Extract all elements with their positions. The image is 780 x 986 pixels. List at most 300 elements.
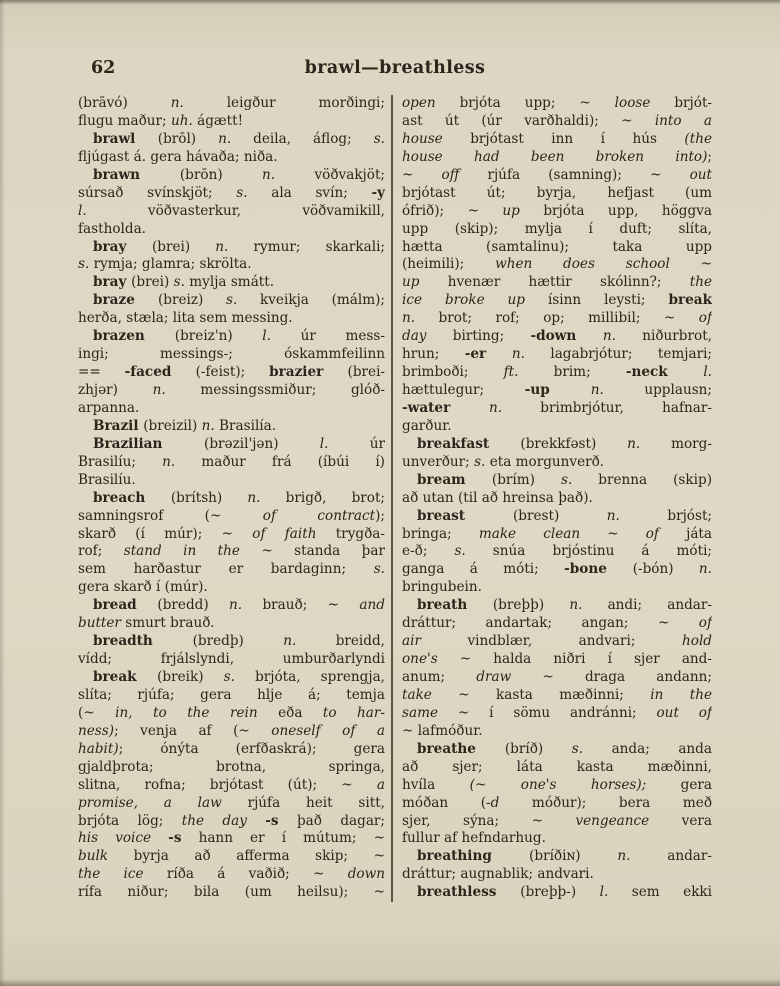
text-segment: the ice bbox=[78, 866, 144, 883]
text-line bbox=[402, 777, 712, 795]
text-segment: hætta (samtalinu); taka upp bbox=[402, 238, 712, 255]
text-segment: ~ of bbox=[663, 310, 712, 327]
column-divider bbox=[391, 95, 393, 902]
text-segment: house bbox=[402, 130, 443, 147]
text-segment: unverður; bbox=[402, 453, 475, 470]
text-line bbox=[78, 830, 385, 848]
text-segment: ~ loose bbox=[579, 95, 651, 111]
text-segment: in the bbox=[650, 686, 712, 703]
text-line bbox=[78, 400, 385, 418]
text-segment: kasta mæðinni; bbox=[469, 686, 651, 703]
text-segment: ft. bbox=[503, 364, 519, 381]
text-segment: -y bbox=[371, 184, 385, 201]
text-segment: ~ bbox=[402, 722, 414, 739]
text-segment: (-bón) bbox=[632, 561, 699, 578]
text-segment: ~ up bbox=[467, 202, 520, 219]
text-segment: fastholda. bbox=[78, 220, 146, 237]
text-segment: hvíla bbox=[402, 776, 470, 793]
text-segment: leigður morðingi; bbox=[183, 95, 385, 111]
text-segment: ísinn leysti; bbox=[525, 292, 669, 309]
text-line bbox=[78, 723, 385, 741]
text-segment: morg- bbox=[640, 435, 712, 452]
text-segment: ~ bbox=[373, 848, 385, 865]
text-line bbox=[402, 418, 712, 436]
text-segment: breathe bbox=[417, 740, 505, 757]
text-segment: Brazil bbox=[93, 417, 144, 434]
text-segment: anda; anda bbox=[583, 740, 712, 757]
text-segment: ágætt! bbox=[192, 112, 244, 129]
text-segment: breathing bbox=[417, 848, 530, 865]
text-segment: brjóta lög; bbox=[78, 812, 182, 829]
text-line bbox=[402, 759, 712, 777]
text-line bbox=[402, 866, 712, 884]
text-line bbox=[402, 149, 712, 167]
text-line bbox=[78, 113, 385, 131]
text-line bbox=[402, 167, 712, 185]
text-segment: n. bbox=[247, 489, 261, 506]
text-segment: make clean ~ of bbox=[478, 525, 659, 542]
text-segment: slitna, rofna; brjótast (út); bbox=[78, 776, 342, 793]
text-segment: ríða á vaðið; bbox=[143, 866, 314, 883]
text-segment: brjóta, sprengja, bbox=[234, 669, 385, 685]
text-segment: niðurbrot, bbox=[616, 328, 712, 345]
text-line bbox=[402, 687, 712, 705]
text-segment: ~ and bbox=[327, 597, 385, 614]
text-line bbox=[402, 221, 712, 239]
text-segment: fullur af hefndarhug. bbox=[402, 830, 546, 847]
text-segment: -d bbox=[486, 794, 500, 811]
text-segment: brot; rof; op; millibil; bbox=[415, 310, 664, 327]
text-line bbox=[402, 292, 712, 310]
text-segment: ast út (úr varðhaldi); bbox=[402, 112, 622, 129]
text-segment: ice broke up bbox=[402, 292, 526, 309]
text-segment: one's ~ bbox=[402, 651, 472, 668]
text-line bbox=[402, 543, 712, 561]
text-segment: brimbrjótur, hafnar- bbox=[502, 399, 712, 416]
text-line bbox=[402, 597, 712, 615]
text-segment: n. bbox=[402, 310, 416, 327]
text-line bbox=[78, 382, 385, 400]
text-line bbox=[402, 615, 712, 633]
text-segment: ~ bbox=[373, 884, 385, 901]
text-line bbox=[402, 95, 712, 113]
text-segment: house had been broken into) bbox=[402, 148, 708, 165]
text-segment: s. bbox=[373, 130, 385, 147]
text-line bbox=[78, 346, 385, 364]
text-segment: dráttur; augnablik; andvari. bbox=[402, 866, 594, 883]
text-segment: (brōn) bbox=[179, 166, 263, 183]
text-segment: ~ oneself of a bbox=[238, 722, 385, 739]
text-segment: ~ out bbox=[650, 166, 712, 183]
text-segment: herða, stæla; lita sem messing. bbox=[78, 310, 293, 327]
text-segment: andi; andar- bbox=[582, 597, 712, 614]
text-line bbox=[402, 454, 712, 472]
text-segment: dráttur; andartak; angan; bbox=[402, 615, 658, 632]
text-segment: sem harðastur er bardaginn; bbox=[78, 561, 374, 578]
text-segment: lafmóður. bbox=[413, 722, 483, 739]
text-segment: s. bbox=[226, 292, 238, 309]
text-line bbox=[78, 472, 385, 490]
text-line bbox=[78, 328, 385, 346]
text-segment: -s bbox=[168, 830, 182, 847]
text-segment: ~ of faith bbox=[221, 525, 317, 542]
text-segment: up bbox=[402, 274, 420, 291]
text-segment: uh. bbox=[170, 112, 193, 129]
text-segment: eða bbox=[257, 704, 323, 721]
text-segment: (brei) bbox=[131, 274, 174, 291]
text-segment: == bbox=[78, 364, 125, 381]
text-segment: (breþþ-) bbox=[520, 884, 600, 901]
text-segment: the bbox=[689, 274, 712, 291]
text-segment: n. bbox=[511, 346, 525, 363]
text-segment: breathless bbox=[417, 884, 521, 901]
text-segment: upp (skip); mylja í duft; slíta, bbox=[402, 220, 712, 237]
text-segment: (breik) bbox=[157, 669, 224, 685]
text-segment: breast bbox=[417, 507, 513, 524]
text-line bbox=[78, 221, 385, 239]
text-segment: gjaldþrota; brotna, springa, bbox=[78, 758, 385, 775]
text-segment: að sjer; láta kasta mæðinni, bbox=[402, 758, 712, 775]
text-segment: l. bbox=[319, 435, 329, 452]
text-segment: samningsrof ( bbox=[78, 507, 210, 524]
text-segment: vídd; frjálslyndi, umburðarlyndi bbox=[78, 651, 385, 668]
text-segment: ( bbox=[78, 704, 84, 721]
text-segment: ~ bbox=[373, 830, 385, 847]
text-line bbox=[78, 705, 385, 723]
text-line bbox=[78, 651, 385, 669]
text-segment: Brasilíu; bbox=[78, 453, 163, 470]
text-segment: (brāvó) bbox=[78, 95, 171, 111]
text-segment: n. bbox=[262, 166, 276, 183]
text-line bbox=[402, 561, 712, 579]
text-segment: brjóta upp; bbox=[435, 95, 580, 111]
text-segment: (~ one's horses); bbox=[469, 776, 647, 793]
text-segment: hvenær hættir skólinn?; bbox=[419, 274, 690, 291]
text-segment: hold bbox=[682, 633, 712, 650]
text-segment: when does school ~ bbox=[495, 256, 712, 273]
text-segment: ~ in, to the rein bbox=[83, 704, 258, 721]
text-segment: bread bbox=[93, 597, 158, 614]
text-line bbox=[402, 651, 712, 669]
text-segment: bream bbox=[417, 471, 492, 488]
text-segment: n. bbox=[590, 382, 604, 398]
text-segment: flugu maður; bbox=[78, 112, 171, 129]
text-segment: promise, a law bbox=[78, 794, 222, 811]
text-segment: s. bbox=[373, 561, 385, 578]
text-segment: standa þar bbox=[272, 543, 385, 560]
text-segment: ~ into a bbox=[621, 112, 712, 129]
text-line bbox=[402, 436, 712, 454]
text-segment: brenna (skip) bbox=[572, 471, 712, 488]
text-segment: n. bbox=[698, 561, 712, 578]
text-line bbox=[78, 95, 385, 113]
text-line bbox=[402, 400, 712, 418]
text-segment: n. bbox=[229, 597, 243, 614]
text-segment: -bone bbox=[564, 561, 633, 578]
text-segment: (brím) bbox=[491, 471, 561, 488]
text-segment: byrja að afferma skip; bbox=[108, 848, 374, 865]
text-segment: (brei- bbox=[347, 364, 385, 381]
text-segment: n. bbox=[215, 238, 229, 255]
text-segment: ~ off bbox=[402, 166, 460, 183]
text-segment: stand in the ~ bbox=[123, 543, 273, 560]
text-segment: játa bbox=[658, 525, 712, 542]
text-line bbox=[78, 418, 385, 436]
text-segment: breidd, bbox=[296, 633, 385, 650]
text-segment: (bríðiɴ) bbox=[529, 848, 618, 865]
text-line bbox=[78, 633, 385, 651]
text-segment: bray bbox=[93, 238, 152, 255]
text-segment: habit) bbox=[78, 740, 119, 757]
text-segment: n. bbox=[283, 633, 297, 650]
text-segment: úr mess- bbox=[270, 328, 385, 345]
text-segment: móður); bera með bbox=[499, 794, 712, 811]
text-line bbox=[402, 382, 712, 400]
text-line bbox=[78, 508, 385, 526]
text-segment: (bríð) bbox=[504, 740, 572, 757]
text-segment: (brōl) bbox=[157, 130, 219, 147]
text-segment: (brəzil'jən) bbox=[204, 435, 320, 452]
text-segment: súrsað svínskjöt; bbox=[78, 184, 237, 201]
text-line bbox=[402, 185, 712, 203]
text-line bbox=[402, 346, 712, 364]
text-segment: brjótast út; byrja, hefjast (um bbox=[402, 184, 712, 201]
text-segment: fljúgast á. gera hávaða; niða. bbox=[78, 148, 278, 165]
text-segment: bray bbox=[93, 274, 132, 291]
text-line bbox=[402, 813, 712, 831]
text-segment: ; ónýta (erfðaskrá); gera bbox=[118, 740, 385, 757]
text-segment: braze bbox=[93, 292, 158, 309]
text-segment: (breizil) bbox=[143, 417, 202, 434]
text-segment: the day bbox=[181, 812, 266, 829]
text-segment: day bbox=[402, 328, 427, 345]
text-line bbox=[402, 633, 712, 651]
text-segment: Brasilíu. bbox=[78, 471, 136, 488]
text-line bbox=[78, 561, 385, 579]
text-segment: vera bbox=[649, 812, 712, 829]
text-line bbox=[402, 239, 712, 257]
text-segment: (bredd) bbox=[157, 597, 230, 614]
text-segment: to har- bbox=[322, 704, 385, 721]
text-line bbox=[78, 848, 385, 866]
text-segment: ~ of bbox=[657, 615, 712, 632]
text-segment: að utan (til að hreinsa það). bbox=[402, 489, 593, 506]
text-segment: upplausn; bbox=[603, 382, 712, 398]
text-segment: rífa niður; bila (um heilsu); bbox=[78, 884, 374, 901]
text-segment: break bbox=[668, 292, 712, 309]
text-line bbox=[78, 167, 385, 185]
text-segment: s. bbox=[78, 256, 90, 273]
text-line bbox=[402, 364, 712, 382]
text-line bbox=[78, 543, 385, 561]
text-line bbox=[402, 113, 712, 131]
text-segment: rjúfa (samning); bbox=[459, 166, 651, 183]
text-segment: open bbox=[402, 95, 436, 111]
running-header bbox=[78, 56, 712, 80]
text-segment: brjóst; bbox=[619, 507, 712, 524]
text-segment: brim; bbox=[518, 364, 626, 381]
text-segment: n. bbox=[162, 453, 176, 470]
text-line bbox=[78, 866, 385, 884]
text-segment: Brasilía. bbox=[214, 417, 277, 434]
text-line bbox=[78, 292, 385, 310]
text-segment: kveikja (málm); bbox=[237, 292, 385, 309]
text-line bbox=[402, 579, 712, 597]
text-segment: butter bbox=[78, 615, 121, 632]
text-segment: l. bbox=[262, 328, 271, 345]
text-segment: eta morgunverð. bbox=[485, 453, 604, 470]
text-segment: air bbox=[402, 633, 421, 650]
text-segment: e-ð; bbox=[402, 543, 455, 560]
text-line bbox=[402, 508, 712, 526]
text-segment: l. bbox=[78, 202, 87, 219]
text-line bbox=[402, 884, 712, 902]
text-line bbox=[78, 454, 385, 472]
text-segment: ); bbox=[375, 507, 385, 524]
text-segment: (breiz'n) bbox=[174, 328, 263, 345]
text-segment: l. bbox=[703, 364, 712, 381]
text-segment: snúa brjóstinu á móti; bbox=[465, 543, 712, 560]
text-segment: ganga á móti; bbox=[402, 561, 565, 578]
text-segment: sjer, sýna; bbox=[402, 812, 532, 829]
text-segment: -down bbox=[530, 328, 603, 345]
text-line bbox=[402, 830, 712, 848]
text-segment: (bredþ) bbox=[192, 633, 284, 650]
text-segment: brazier bbox=[269, 364, 348, 381]
text-segment: draw ~ bbox=[476, 669, 554, 685]
text-segment: maður frá (íbúi í) bbox=[175, 453, 385, 470]
text-segment: n. bbox=[627, 435, 641, 452]
text-line bbox=[78, 526, 385, 544]
text-line bbox=[78, 203, 385, 221]
text-segment: n. bbox=[606, 507, 620, 524]
text-line bbox=[402, 328, 712, 346]
text-segment: s. bbox=[454, 543, 466, 560]
text-segment: (brei) bbox=[151, 238, 216, 255]
text-segment: breadth bbox=[93, 633, 193, 650]
text-segment: rymja; glamra; skrölta. bbox=[89, 256, 252, 273]
text-segment: bulk bbox=[78, 848, 109, 865]
text-segment: bringubein. bbox=[402, 579, 482, 596]
text-segment: brjóta upp, höggva bbox=[519, 202, 712, 219]
text-line bbox=[78, 759, 385, 777]
text-segment: -s bbox=[265, 812, 279, 829]
text-segment: brjót- bbox=[650, 95, 712, 111]
text-segment: s. bbox=[571, 740, 584, 757]
text-segment: ; bbox=[707, 148, 712, 165]
text-segment: -faced bbox=[124, 364, 196, 381]
page-number: 62 bbox=[91, 58, 116, 78]
text-segment: brawn bbox=[93, 166, 180, 183]
text-segment: (-feist); bbox=[195, 364, 270, 381]
text-line bbox=[402, 705, 712, 723]
text-segment: brazen bbox=[93, 328, 175, 345]
text-line bbox=[78, 687, 385, 705]
text-segment: n. bbox=[617, 848, 631, 865]
text-segment: í sömu andránni; bbox=[469, 704, 657, 721]
text-segment: -water bbox=[402, 399, 489, 416]
text-line bbox=[78, 149, 385, 167]
text-segment: s. bbox=[560, 471, 573, 488]
text-segment: úr bbox=[328, 435, 385, 452]
text-segment: -up bbox=[524, 382, 591, 398]
text-line bbox=[402, 741, 712, 759]
text-segment: Brazilian bbox=[93, 435, 205, 452]
text-segment: out of bbox=[656, 704, 712, 721]
text-segment: s. bbox=[223, 669, 235, 685]
text-segment: (brítsh) bbox=[170, 489, 248, 506]
text-line bbox=[78, 884, 385, 902]
text-line bbox=[402, 472, 712, 490]
text-line bbox=[402, 526, 712, 544]
text-segment: n. bbox=[569, 597, 583, 614]
text-segment: brigð, brot; bbox=[260, 489, 385, 506]
text-segment: garður. bbox=[402, 417, 452, 434]
text-line bbox=[402, 723, 712, 741]
text-segment: n. bbox=[201, 417, 215, 434]
text-segment: arpanna. bbox=[78, 399, 140, 416]
text-segment: anum; bbox=[402, 669, 477, 685]
text-segment: brjótast inn í hús bbox=[442, 130, 685, 147]
text-line bbox=[78, 310, 385, 328]
text-segment: brauð; bbox=[242, 597, 328, 614]
text-segment: móðan ( bbox=[402, 794, 487, 811]
text-segment: s. bbox=[236, 184, 248, 201]
text-segment: trygða- bbox=[316, 525, 385, 542]
text-segment: ófrið); bbox=[402, 202, 468, 219]
text-segment: l. bbox=[599, 884, 609, 901]
text-segment: brawl bbox=[93, 130, 158, 147]
text-segment: ; venja af ( bbox=[114, 722, 239, 739]
text-line bbox=[402, 203, 712, 221]
text-segment: vöðvakjöt; bbox=[275, 166, 385, 183]
text-line bbox=[78, 490, 385, 508]
text-segment: take ~ bbox=[402, 686, 470, 703]
text-segment: birting; bbox=[426, 328, 531, 345]
text-segment: hann er í mútum; bbox=[181, 830, 374, 847]
text-segment: ~ down bbox=[313, 866, 385, 883]
text-segment: brimboði; bbox=[402, 364, 504, 381]
text-line bbox=[402, 131, 712, 149]
text-segment: smurt brauð. bbox=[120, 615, 215, 632]
text-line bbox=[78, 239, 385, 257]
text-segment: breakfast bbox=[417, 435, 521, 452]
text-segment: rjúfa heit sitt, bbox=[221, 794, 385, 811]
column-left bbox=[78, 95, 385, 902]
text-segment: slíta; rjúfa; gera hlje á; temja bbox=[78, 686, 385, 703]
text-segment: (breiz) bbox=[157, 292, 227, 309]
text-line bbox=[402, 310, 712, 328]
text-segment: ~ of contract bbox=[209, 507, 376, 524]
text-segment: breach bbox=[93, 489, 171, 506]
text-segment: his voice bbox=[78, 830, 169, 847]
text-segment: gera skarð í (múr). bbox=[78, 579, 208, 596]
text-line bbox=[78, 795, 385, 813]
text-segment: ness) bbox=[78, 722, 115, 739]
text-segment: n. bbox=[218, 130, 232, 147]
text-line bbox=[78, 741, 385, 759]
text-line bbox=[78, 597, 385, 615]
text-segment: andar- bbox=[630, 848, 712, 865]
text-segment: (heimili); bbox=[402, 256, 496, 273]
text-segment: skarð (í múr); bbox=[78, 525, 222, 542]
text-line bbox=[402, 795, 712, 813]
text-line bbox=[78, 579, 385, 597]
text-segment: sem ekki bbox=[608, 884, 712, 901]
text-segment: hrun; bbox=[402, 346, 465, 363]
text-segment: ~ a bbox=[341, 776, 385, 793]
text-line bbox=[78, 436, 385, 454]
